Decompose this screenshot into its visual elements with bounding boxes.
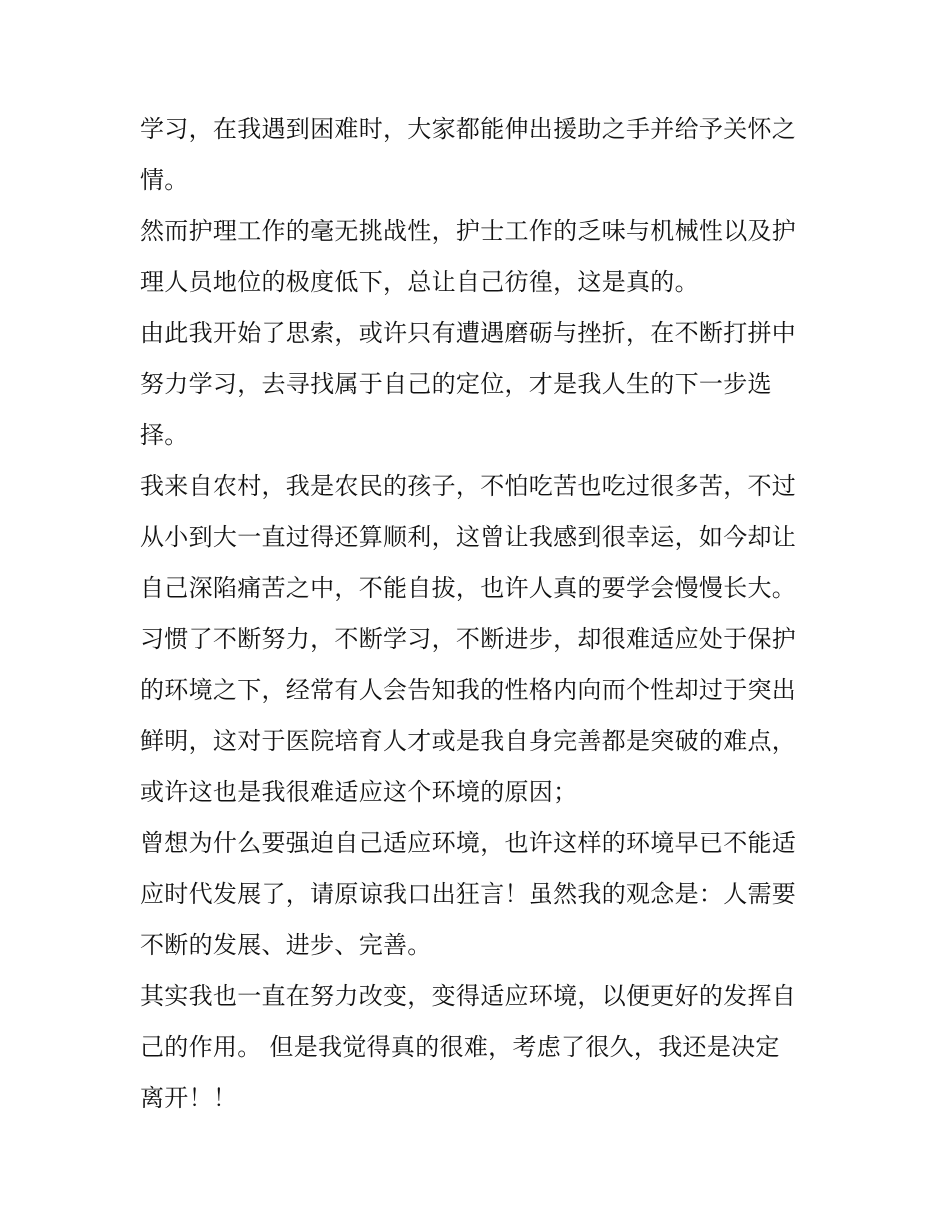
text-line: 自己深陷痛苦之中，不能自拔，也许人真的要学会慢慢长大。 xyxy=(140,574,797,602)
text-line: 理人员地位的极度低下，总让自己彷徨，这是真的。 xyxy=(140,268,699,296)
text-line: 应时代发展了，请原谅我口出狂言！虽然我的观念是：人需要 xyxy=(140,880,797,908)
text-line: 由此我开始了思索，或许只有遭遇磨砺与挫折，在不断打拼中 xyxy=(140,319,797,347)
text-line: 学习，在我遇到困难时，大家都能伸出援助之手并给予关怀之 xyxy=(140,115,797,143)
text-line: 己的作用。 但是我觉得真的很难，考虑了很久，我还是决定 xyxy=(140,1033,780,1061)
text-line: 从小到大一直过得还算顺利，这曾让我感到很幸运，如今却让 xyxy=(140,523,797,551)
text-line: 情。 xyxy=(140,166,189,194)
text-line: 鲜明，这对于医院培育人才或是我自身完善都是突破的难点， xyxy=(140,727,797,755)
text-line: 我来自农村，我是农民的孩子，不怕吃苦也吃过很多苦，不过 xyxy=(140,472,797,500)
text-line: 的环境之下，经常有人会告知我的性格内向而个性却过于突出 xyxy=(140,676,797,704)
text-line: 然而护理工作的毫无挑战性，护士工作的乏味与机械性以及护 xyxy=(140,217,797,245)
text-line: 其实我也一直在努力改变，变得适应环境，以便更好的发挥自 xyxy=(140,982,797,1010)
text-line: 或许这也是我很难适应这个环境的原因； xyxy=(140,778,578,806)
text-line: 习惯了不断努力，不断学习，不断进步，却很难适应处于保护 xyxy=(140,625,797,653)
text-line: 不断的发展、进步、完善。 xyxy=(140,931,432,959)
text-line: 择。 xyxy=(140,421,189,449)
text-line: 离开！！ xyxy=(140,1084,238,1112)
text-line: 努力学习，去寻找属于自己的定位，才是我人生的下一步选 xyxy=(140,370,772,398)
body-text xyxy=(140,104,820,1124)
text-line: 曾想为什么要强迫自己适应环境，也许这样的环境早已不能适 xyxy=(140,829,797,857)
